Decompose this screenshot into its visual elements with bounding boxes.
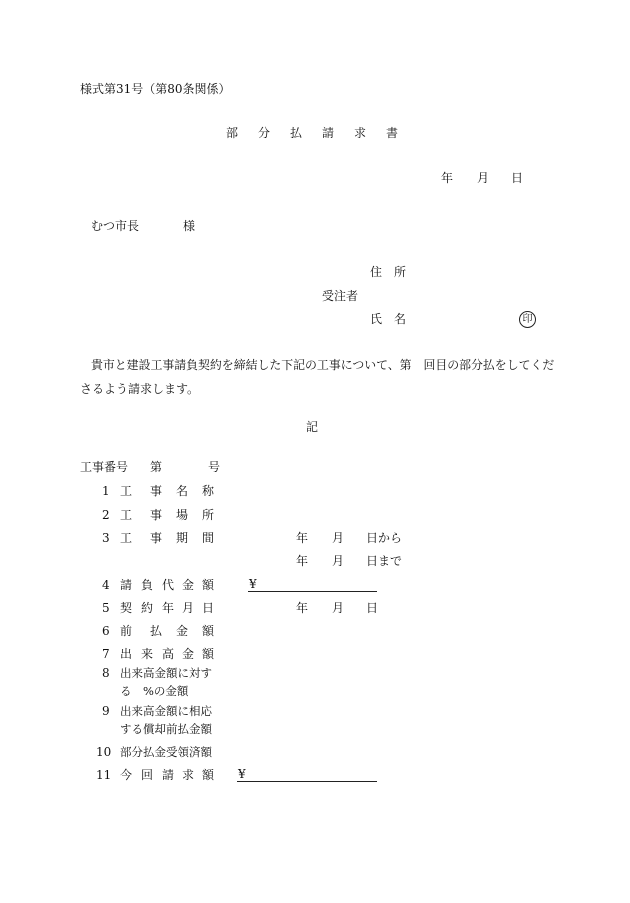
item-number: 4 [102, 578, 110, 592]
ki-heading: 記 [306, 420, 319, 434]
item-label-char: 額 [202, 578, 215, 592]
item-label-line-2: る %の金額 [120, 684, 189, 698]
title-char: 部 [226, 126, 239, 140]
period-to-day: 日まで [366, 554, 403, 568]
period-to-month: 月 [332, 554, 345, 568]
work-number-suffix: 号 [208, 460, 221, 474]
item-label: 部分払金受領済額 [120, 745, 212, 759]
address-label-char: 住 [370, 265, 383, 279]
item-label-char: 所 [202, 508, 215, 522]
addressee-name: むつ市長 [91, 219, 140, 233]
date-day: 日 [511, 171, 524, 185]
item-label-char: 請 [162, 768, 175, 782]
item-label-char: 負 [141, 578, 154, 592]
title-char: 請 [322, 126, 335, 140]
item-number: 3 [102, 531, 110, 545]
item-number: 8 [102, 666, 110, 680]
item-label-char: 工 [120, 508, 133, 522]
item-number: 1 [102, 484, 110, 498]
work-number-prefix: 第 [150, 460, 163, 474]
item-label-char: 来 [141, 647, 154, 661]
item-number: 11 [96, 768, 112, 782]
item-label-char: 契 [120, 601, 133, 615]
addressee-honorific: 様 [183, 219, 196, 233]
item-label-line-1: 出来高金額に相応 [120, 704, 212, 718]
item-label-char: 事 [150, 531, 163, 545]
item-number: 9 [102, 704, 110, 718]
item-label-char: 期 [176, 531, 189, 545]
item-label-char: 払 [150, 624, 163, 638]
period-to-year: 年 [296, 554, 309, 568]
item-label-char: 前 [120, 624, 133, 638]
seal-mark: 印 [519, 311, 536, 328]
item-label-char: 工 [120, 484, 133, 498]
item-label-char: 回 [141, 768, 154, 782]
body-line-1: 貴市と建設工事請負契約を締結した下記の工事について、第 回目の部分払をしてくだ [91, 358, 555, 372]
item-label-char: 日 [202, 601, 215, 615]
yen-sign: ¥ [238, 767, 246, 781]
item-label-char: 間 [202, 531, 215, 545]
item-label-char: 称 [202, 484, 215, 498]
item-label-char: 約 [141, 601, 154, 615]
item-label-char: 求 [182, 768, 195, 782]
date-year: 年 [441, 171, 454, 185]
item-label-char: 請 [120, 578, 133, 592]
contractor-role-label: 受注者 [322, 289, 359, 303]
form-number: 様式第31号（第80条関係） [80, 82, 231, 96]
contract-date-day: 日 [366, 601, 379, 615]
item-label-char: 工 [120, 531, 133, 545]
item-label-char: 金 [176, 624, 189, 638]
amount-underline [237, 781, 377, 782]
item-label-char: 高 [162, 647, 175, 661]
item-number: 10 [96, 745, 112, 759]
item-label-line-2: する償却前払金額 [120, 722, 212, 736]
item-label-char: 事 [150, 484, 163, 498]
period-from-year: 年 [296, 531, 309, 545]
item-label-char: 年 [162, 601, 175, 615]
yen-sign: ¥ [249, 577, 257, 591]
contract-date-month: 月 [332, 601, 345, 615]
item-number: 5 [102, 601, 110, 615]
period-from-month: 月 [332, 531, 345, 545]
item-label-char: 額 [202, 647, 215, 661]
title-char: 書 [386, 126, 399, 140]
item-label-char: 額 [202, 624, 215, 638]
title-char: 払 [290, 126, 303, 140]
item-label-char: 金 [182, 578, 195, 592]
name-label-char: 氏 [370, 312, 383, 326]
date-month: 月 [477, 171, 490, 185]
period-from-day: 日から [366, 531, 403, 545]
item-label-char: 額 [202, 768, 215, 782]
item-label-char: 今 [120, 768, 133, 782]
item-label-char: 場 [176, 508, 189, 522]
item-number: 7 [102, 647, 110, 661]
item-number: 2 [102, 508, 110, 522]
item-number: 6 [102, 624, 110, 638]
work-number-label: 工事番号 [80, 460, 129, 474]
item-label-char: 名 [176, 484, 189, 498]
item-label-char: 金 [182, 647, 195, 661]
title-char: 分 [258, 126, 271, 140]
body-line-2: さるよう請求します。 [80, 382, 200, 396]
item-label-char: 代 [162, 578, 175, 592]
contract-date-year: 年 [296, 601, 309, 615]
item-label-line-1: 出来高金額に対す [120, 666, 212, 680]
item-label-char: 事 [150, 508, 163, 522]
title-char: 求 [354, 126, 367, 140]
name-label-char: 名 [394, 312, 407, 326]
amount-underline [248, 591, 377, 592]
item-label-char: 出 [120, 647, 133, 661]
item-label-char: 月 [182, 601, 195, 615]
address-label-char: 所 [394, 265, 407, 279]
